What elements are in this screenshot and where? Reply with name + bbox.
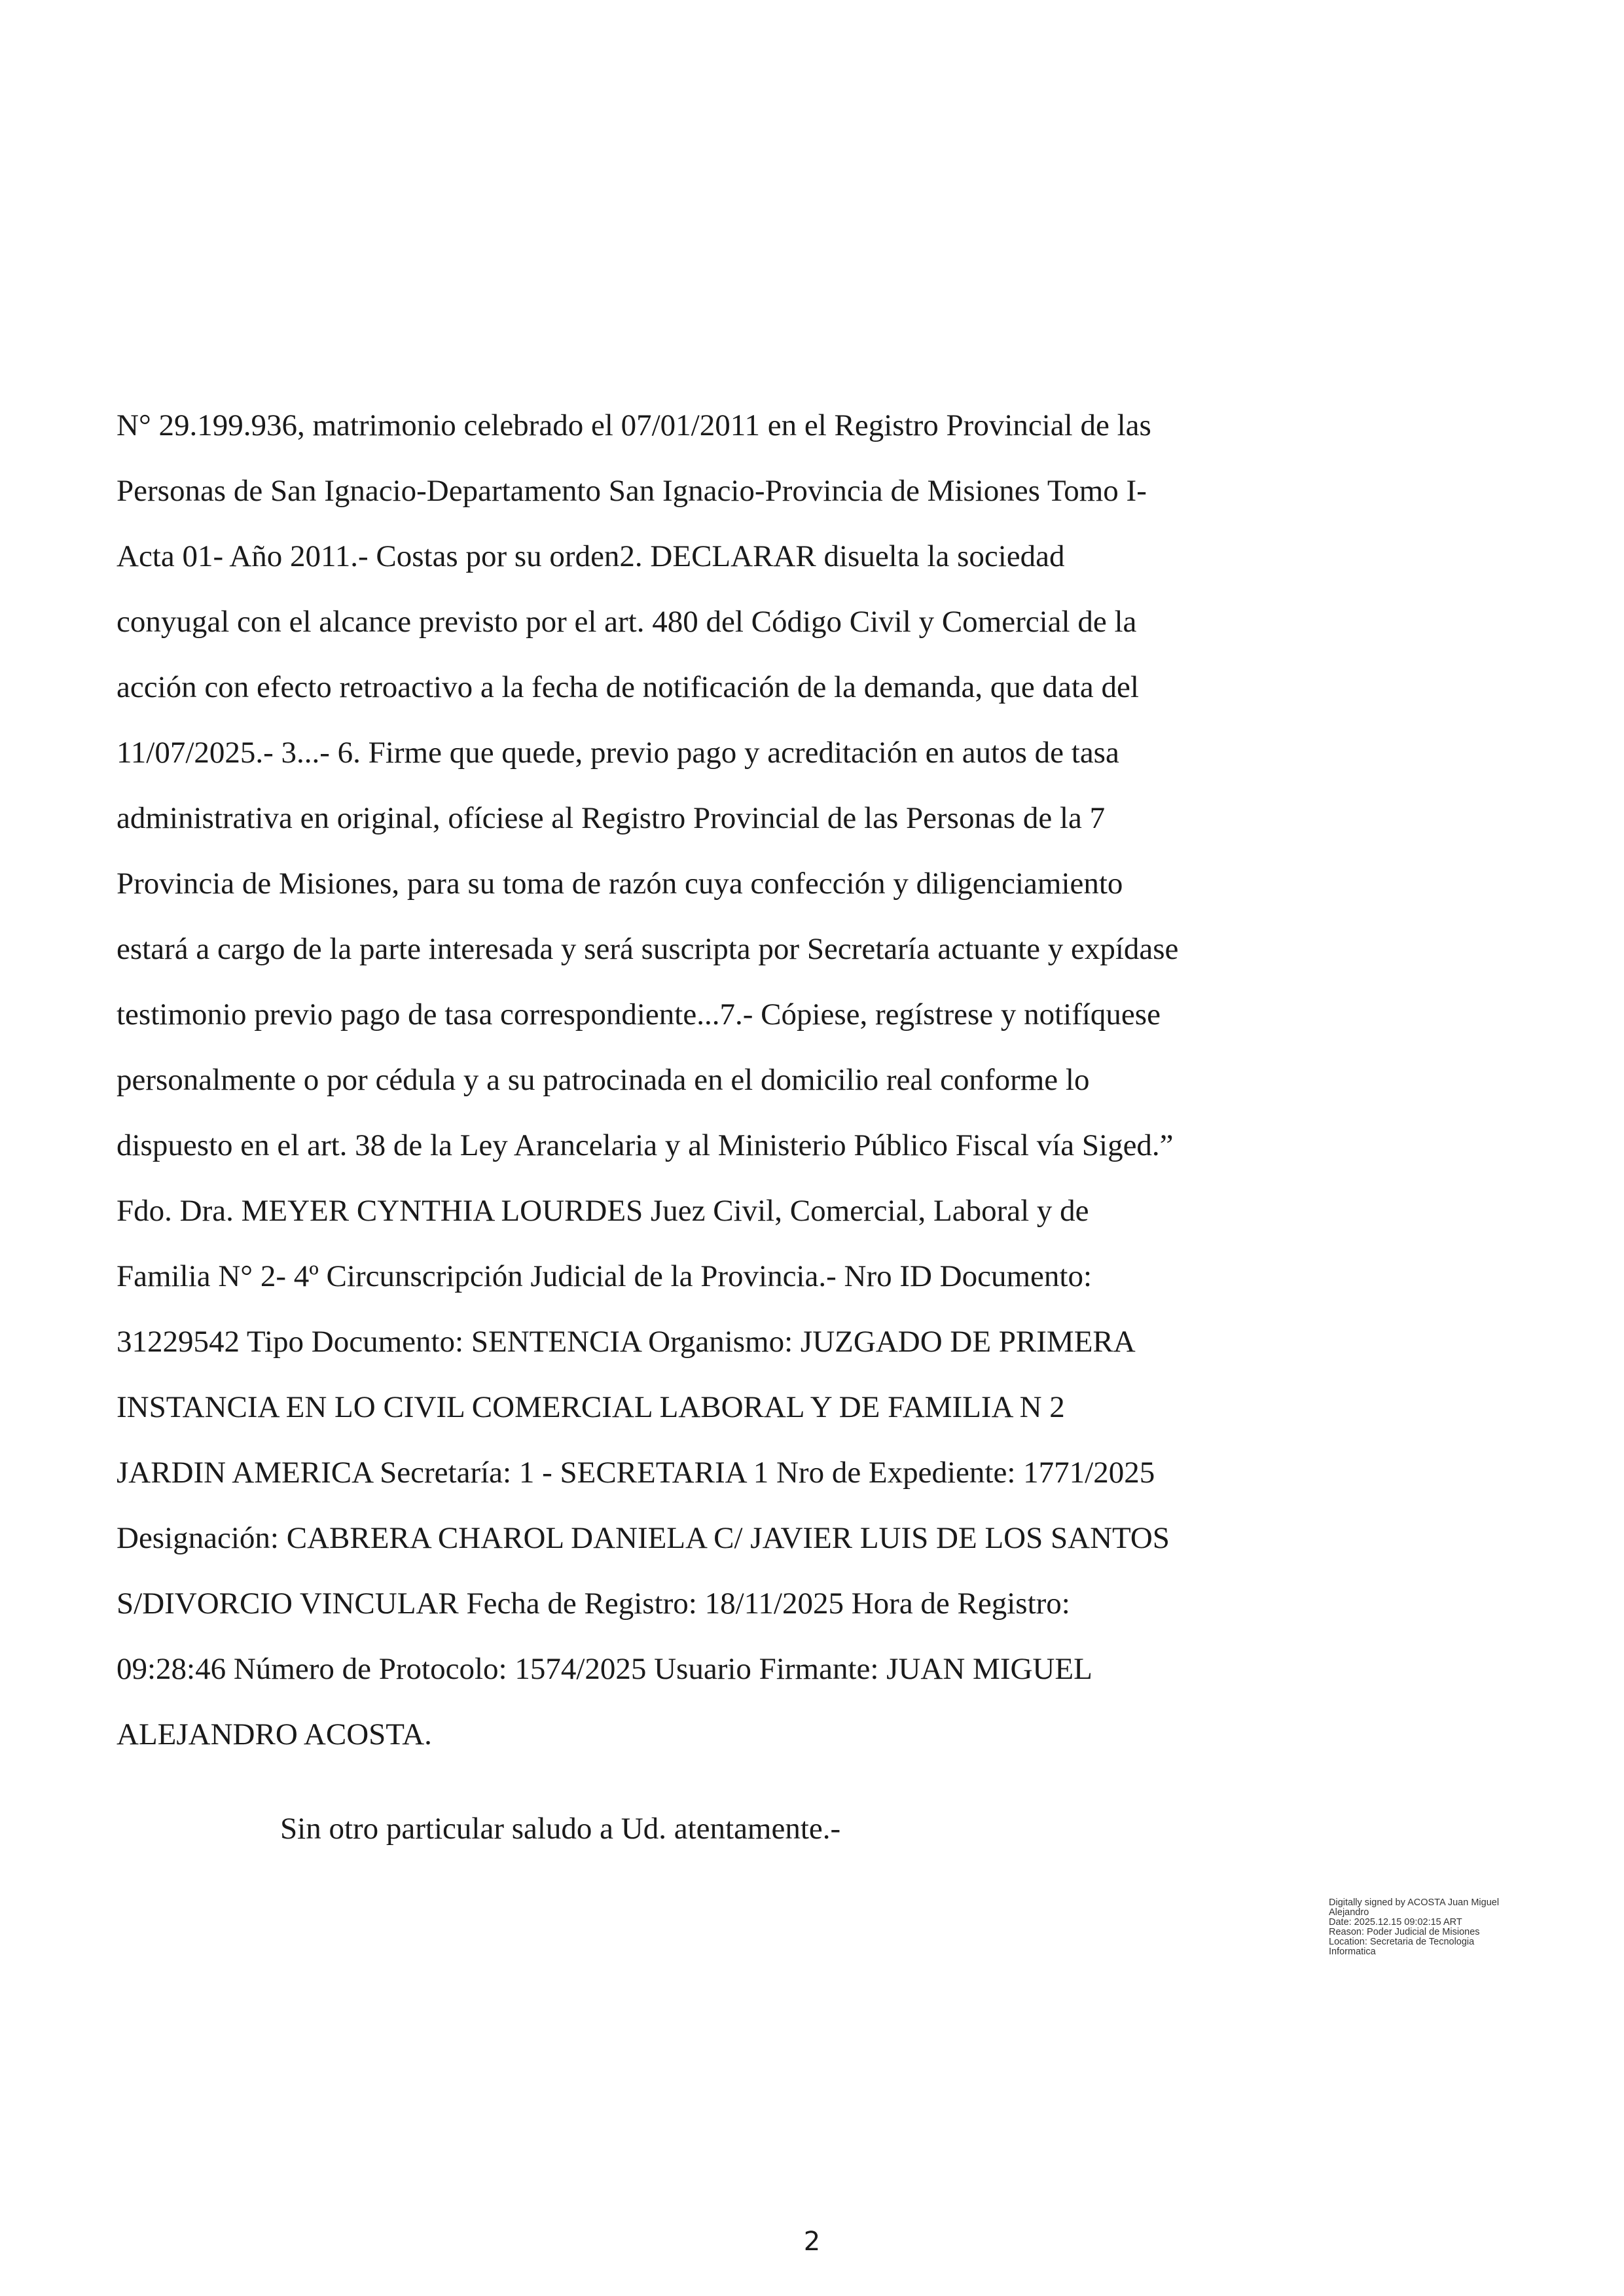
- signature-line: Alejandro: [1329, 1907, 1369, 1918]
- body-paragraph: N° 29.199.936, matrimonio celebrado el 07/01/2011 en el Registro Provincial de las Personas de San Ignacio-Departamento San Ignacio-Provincia de Misiones Tomo I- Acta 01- Año 2011.- Costas por su orden2. DECLARAR disuelta la sociedad conyugal con el alcance previsto por el art. 480 del Código Civil y Comercial de la acción con efecto retroactivo a la fecha de notificación de la demanda, que data del 11/07/2025.- 3...- 6. Firme que quede, previo pago y acreditación en autos de tasa administrativa en original, ofíciese al Registro Provincial de las Personas de la 7 Provincia de Misiones, para su toma de razón cuya confección y diligenciamiento estará a cargo de la parte interesada y será suscripta por Secretaría actuante y expídase testimonio previo pago de tasa correspondiente...7.- Cópiese, regístrese y notifíquese personalmente o por cédula y a su patrocinada en el domicilio real conforme lo dispuesto en el art. 38 de la Ley Arancelaria y al Ministerio Público Fiscal vía Siged.” Fdo. Dra. MEYER CYNTHIA LOURDES Juez Civil, Comercial, Laboral y de Familia N° 2- 4º Circunscripción Judicial de la Provincia.- Nro ID Documento: 31229542 Tipo Documento: SENTENCIA Organismo: JUZGADO DE PRIMERA INSTANCIA EN LO CIVIL COMERCIAL LABORAL Y DE FAMILIA N 2 JARDIN AMERICA Secretaría: 1 - SECRETARIA 1 Nro de Expediente: 1771/2025 Designación: CABRERA CHAROL DANIELA C/ JAVIER LUIS DE LOS SANTOS S/DIVORCIO VINCULAR Fecha de Registro: 18/11/2025 Hora de Registro: 09:28:46 Número de Protocolo: 1574/2025 Usuario Firmante: JUAN MIGUEL ALEJANDRO ACOSTA.: [117, 408, 1179, 1751]
- page-number: 2: [803, 2227, 821, 2257]
- signature-line: Digitally signed by ACOSTA Juan Miguel: [1329, 1897, 1500, 1908]
- digital-signature-block: [1329, 1898, 1538, 1957]
- signature-reason: Reason: Poder Judicial de Misiones: [1329, 1927, 1480, 1937]
- signature-date: Date: 2025.12.15 09:02:15 ART: [1329, 1917, 1462, 1928]
- signature-line: Informatica: [1329, 1946, 1376, 1957]
- signature-location: Location: Secretaria de Tecnologia: [1329, 1937, 1475, 1947]
- closing-line: Sin otro particular saludo a Ud. atentamente.-: [280, 1812, 841, 1846]
